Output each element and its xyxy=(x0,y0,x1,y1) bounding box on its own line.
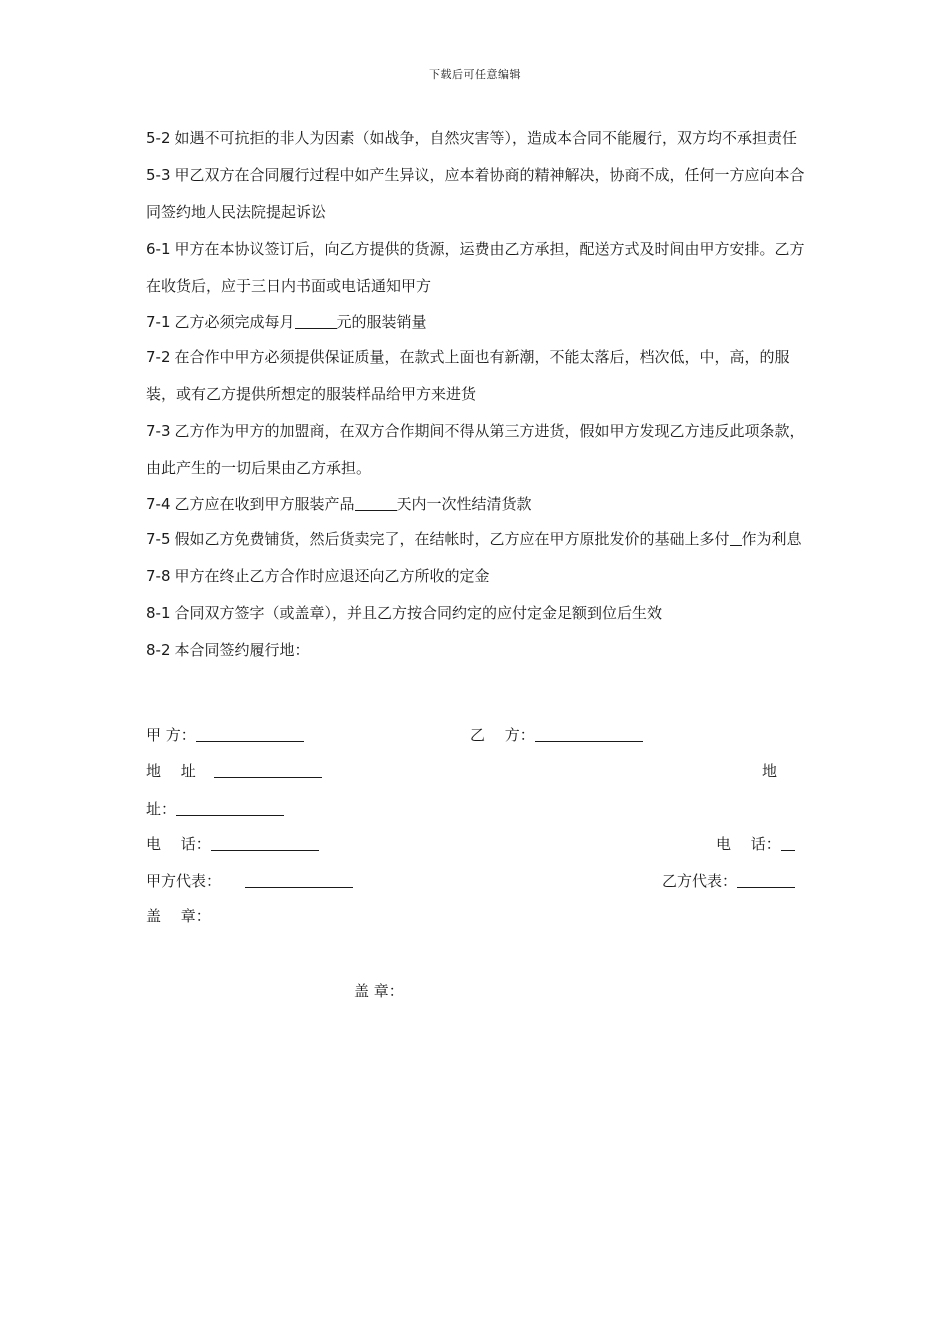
address-a-row xyxy=(146,756,322,786)
clause-number: 5-2 xyxy=(146,129,171,147)
phone-a-row xyxy=(146,829,319,859)
clause-text: 甲乙双方在合同履行过程中如产生异议，应本着协商的精神解决，协商不成，任何一方应向本合同签约地人民法院提起诉讼 xyxy=(146,166,805,221)
clause-text: 本合同签约履行地： xyxy=(174,641,310,659)
clause-7-4 xyxy=(146,487,806,521)
clause-number: 7-3 xyxy=(146,422,171,440)
clause-text-before: 乙方必须完成每月 xyxy=(174,313,295,331)
address-b-label-2: 址： xyxy=(146,800,177,818)
clause-text-before: 乙方应在收到甲方服装产品 xyxy=(174,495,355,513)
party-a-field[interactable] xyxy=(196,723,304,742)
clause-number: 7-1 xyxy=(146,313,171,331)
clause-text-after: 元的服装销量 xyxy=(336,313,427,331)
clause-text: 甲方在本协议签订后，向乙方提供的货源，运费由乙方承担，配送方式及时间由甲方安排。乙方在收货后，应于三日内书面或电话通知甲方 xyxy=(146,240,805,295)
clause-number: 5-3 xyxy=(146,166,171,184)
rep-b-row xyxy=(662,866,795,896)
clause-text: 乙方作为甲方的加盟商，在双方合作期间不得从第三方进货，假如甲方发现乙方违反此项条款，由此产生的一切后果由乙方承担。 xyxy=(146,422,805,477)
blank-interest[interactable] xyxy=(730,527,742,546)
seal-b-label: 盖 章： xyxy=(354,982,404,1000)
blank-payment-days[interactable] xyxy=(355,492,397,511)
clause-text: 合同双方签字（或盖章），并且乙方按合同约定的应付定金足额到位后生效 xyxy=(174,604,663,622)
address-b-row xyxy=(146,794,284,824)
party-b-row xyxy=(470,720,643,750)
clause-8-1 xyxy=(146,595,806,632)
clause-7-5 xyxy=(146,521,806,558)
clause-text: 如遇不可抗拒的非人为因素（如战争，自然灾害等），造成本合同不能履行，双方均不承担责任 xyxy=(174,129,798,147)
rep-b-label: 乙方代表： xyxy=(662,872,738,890)
clause-6-1 xyxy=(146,231,806,305)
clause-number: 8-1 xyxy=(146,604,171,622)
clause-number: 7-8 xyxy=(146,567,171,585)
clause-text: 甲方在终止乙方合作时应退还向乙方所收的定金 xyxy=(174,567,490,585)
phone-b-row xyxy=(716,829,795,859)
address-a-label: 地 址 xyxy=(146,762,196,780)
clause-number: 7-2 xyxy=(146,348,171,366)
clause-number: 7-5 xyxy=(146,530,171,548)
clause-text: 在合作中甲方必须提供保证质量，在款式上面也有新潮，不能太落后，档次低，中，高，的服装，或有乙方提供所想定的服装样品给甲方来进货 xyxy=(146,348,790,403)
address-b-field[interactable] xyxy=(176,797,284,816)
clause-8-2 xyxy=(146,632,806,669)
clause-7-8 xyxy=(146,558,806,595)
party-b-field[interactable] xyxy=(535,723,643,742)
clause-text-before: 假如乙方免费铺货，然后货卖完了，在结帐时，乙方应在甲方原批发价的基础上多付 xyxy=(174,530,730,548)
clause-5-2 xyxy=(146,120,806,157)
rep-a-row xyxy=(146,866,353,896)
party-b-label: 乙 方： xyxy=(470,726,535,744)
party-a-label: 甲 方： xyxy=(146,726,196,744)
phone-a-label: 电 话： xyxy=(146,835,211,853)
seal-a-label: 盖 章： xyxy=(146,907,211,925)
contract-body xyxy=(146,120,806,669)
clause-number: 8-2 xyxy=(146,641,171,659)
phone-b-label: 电 话： xyxy=(716,835,781,853)
blank-monthly-sales[interactable] xyxy=(295,310,337,329)
clause-7-3 xyxy=(146,413,806,487)
clause-text-after: 天内一次性结清货款 xyxy=(396,495,532,513)
clause-5-3 xyxy=(146,157,806,231)
clause-7-1 xyxy=(146,305,806,339)
clause-number: 6-1 xyxy=(146,240,171,258)
clause-7-2 xyxy=(146,339,806,413)
phone-b-field[interactable] xyxy=(781,832,795,851)
clause-number: 7-4 xyxy=(146,495,171,513)
clause-text-after: 作为利息 xyxy=(741,530,802,548)
rep-b-field[interactable] xyxy=(737,869,795,888)
page-header: 下载后可任意编辑 xyxy=(429,68,521,81)
address-a-field[interactable] xyxy=(214,759,322,778)
phone-a-field[interactable] xyxy=(211,832,319,851)
party-a-row xyxy=(146,720,304,750)
rep-a-label: 甲方代表： xyxy=(146,872,222,890)
rep-a-field[interactable] xyxy=(245,869,353,888)
address-b-label-1: 地 xyxy=(762,762,778,780)
